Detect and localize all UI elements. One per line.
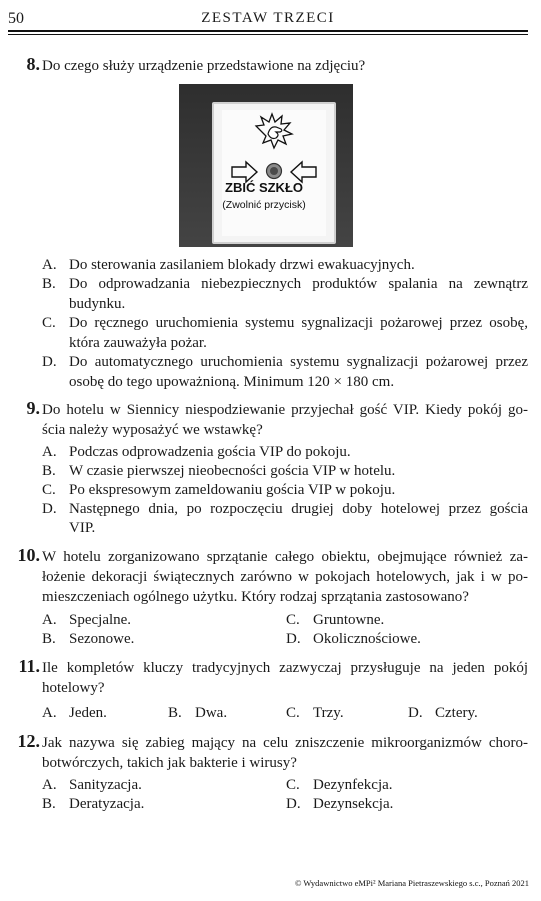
question-number: 11. xyxy=(18,656,40,676)
question-number: 10. xyxy=(17,545,40,565)
fire-alarm-call-point-photo xyxy=(179,84,353,247)
page-number: 50 xyxy=(8,10,24,27)
call-point-panel xyxy=(212,102,336,244)
question-number: 12. xyxy=(17,731,40,751)
header-rule-thin xyxy=(8,34,528,35)
publisher-footer: © Wydawnictwo eMPi² Mariana Pietraszewskiego s.c., Poznań 2021 xyxy=(294,878,529,888)
question-number: 9. xyxy=(26,398,40,418)
alarm-button-icon xyxy=(265,162,283,180)
photo-label-main: ZBIĆ SZKŁO xyxy=(225,180,303,195)
broken-glass-hand-icon xyxy=(254,112,296,152)
header-title: ZESTAW TRZECI xyxy=(201,10,335,26)
page-header xyxy=(8,8,528,32)
photo-label-sub: (Zwolnić przycisk) xyxy=(222,199,306,211)
question-number: 8. xyxy=(26,54,40,74)
question-text: Do czego służy urządzenie przedstawione na zdjęciu? xyxy=(42,58,366,74)
header-rule-thick xyxy=(8,30,528,32)
